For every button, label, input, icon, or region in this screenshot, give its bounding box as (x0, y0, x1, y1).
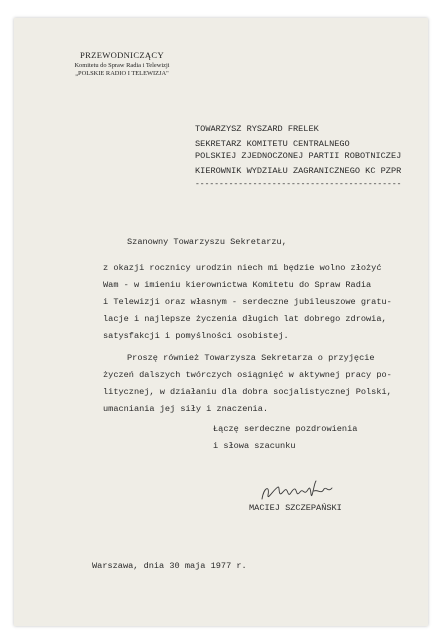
letterhead-title: PRZEWODNICZĄCY (80, 50, 164, 60)
salutation: Szanowny Towarzyszu Sekretarzu, (127, 237, 287, 247)
paragraph-2-line: życzeń dalszych twórczych osiągnięć w aktywnej pracy po- (103, 370, 392, 380)
addressee-line-1: TOWARZYSZ RYSZARD FRELEK (195, 124, 319, 134)
addressee-line-3: POLSKIEJ ZJEDNOCZONEJ PARTII ROBOTNICZEJ (195, 151, 402, 161)
letterhead-line-2: „POLSKIE RADIO I TELEWIZJA" (75, 70, 169, 77)
paragraph-2-line: umacniania jej siły i znaczenia. (103, 404, 269, 414)
paragraph-1-line: satysfakcji i pomyślności osobistej. (103, 331, 289, 341)
paragraph-1-line: lacje i najlepsze życzenia długich lat dobrego zdrowia, (103, 314, 387, 324)
place-and-date: Warszawa, dnia 30 maja 1977 r. (92, 561, 247, 571)
addressee-line-4: KIEROWNIK WYDZIAŁU ZAGRANICZNEGO KC PZPR (195, 166, 402, 176)
handwritten-signature (258, 477, 338, 505)
closing-line-2: i słowa szacunku (213, 441, 296, 451)
paragraph-2-line: litycznej, w działaniu dla dobra socjalistycznej Polski, (103, 387, 392, 397)
addressee-underline: ------------------------------------------- (195, 180, 402, 189)
closing-line-1: Łączę serdeczne pozdrowienia (213, 424, 358, 434)
paragraph-1-line: z okazji rocznicy urodzin niech mi będzie wolno złożyć (103, 263, 382, 273)
paragraph-2-line: Proszę również Towarzysza Sekretarza o przyjęcie (127, 353, 375, 363)
paragraph-1-line: Wam - w imieniu kierownictwa Komitetu do Spraw Radia (103, 280, 372, 290)
addressee-line-2: SEKRETARZ KOMITETU CENTRALNEGO (195, 139, 350, 149)
signatory-name: MACIEJ SZCZEPAŃSKI (249, 503, 342, 513)
paragraph-1-line: i Telewizji oraz własnym - serdeczne jubileuszowe gratu- (103, 297, 392, 307)
letterhead-line-1: Komitetu do Spraw Radia i Telewizji (74, 62, 170, 69)
